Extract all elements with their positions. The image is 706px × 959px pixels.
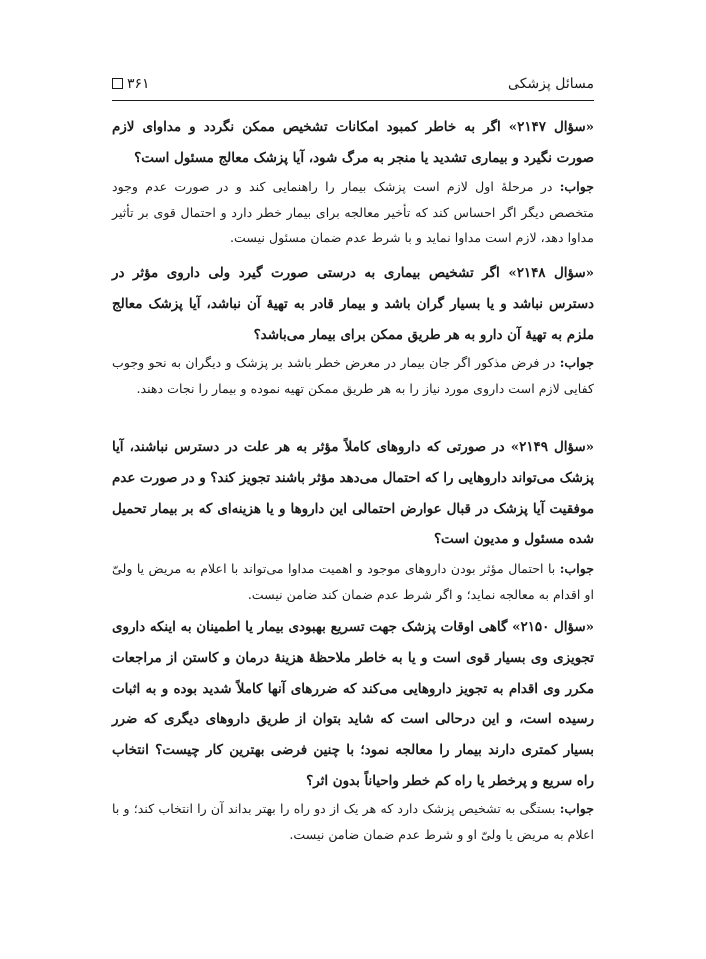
answer-text: با احتمال مؤثر بودن داروهای موجود و اهمیت مداوا می‌تواند با اعلام به مریض یا ولیّ او اقدام به معالجه نماید؛ و اگر شرط عدم ضمان کند ضامن نیست. [112,561,594,602]
question-text: اگر تشخیص بیماری به درستی صورت گیرد ولی داروی مؤثر در دسترس نباشد و یا بسیار گران باشد و بیمار قادر به تهیهٔ آن نباشد، آیا پزشک معالج ملزم به تهیهٔ آن دارو به هر طریق ممکن برای بیمار می‌باشد؟ [112,265,594,343]
answer-label: جواب: [559,179,594,194]
answer-2150 [112,796,594,847]
answer-2148 [112,350,594,432]
page-number-text: ۳۶۱ [127,76,150,92]
answer-text: در فرض مذکور اگر جان بیمار در معرض خطر باشد بر پزشک و دیگران به نحو وجوب کفایی لازم است داروی مورد نیاز را به هر طریق ممکن تهیه نموده و بیمار را نجات دهند. [112,355,594,396]
answer-text: بستگی به تشخیص پزشک دارد که هر یک از دو راه را بهتر بداند آن را انتخاب کند؛ و با اعلام به مریض یا ولیّ او و شرط عدم ضمان ضامن نیست. [112,801,594,842]
section-title: مسائل پزشکی [508,76,594,92]
answer-label: جواب: [559,561,594,576]
running-header [112,74,594,98]
question-number: «سؤال ۲۱۴۹» [510,439,594,455]
question-number: «سؤال ۲۱۴۷» [508,119,594,135]
answer-label: جواب: [559,355,594,370]
question-number: «سؤال ۲۱۴۸» [508,265,595,281]
question-2147 [112,112,594,174]
question-2149 [112,432,594,556]
header-rule [112,100,594,101]
question-text: گاهی اوقات پزشک جهت تسریع بهبودی بیمار یا اطمینان به اینکه داروی تجویزی وی بسیار قوی است و یا به خاطر ملاحظهٔ هزینهٔ درمان و کاستن از مراجعات مکرر وی اقدام به تجویز داروهایی می‌کند که ضررهای آنها کاملاً شدید بوده و به اثبات رسیده است، و این درحالی است که شاید بتوان از طریق داروهای دیگری که ضرر بسیار کمتری دارند بیمار را معالجه نمود؛ با چنین فرضی بهترین کار چیست؟ انتخاب راه سریع و پرخطر یا راه کم خطر واحیاناً بدون اثر؟ [112,619,594,789]
answer-text: در مرحلهٔ اول لازم است پزشک بیمار را راهنمایی کند و در صورت عدم وجود متخصص دیگر اگر احساس کند که تأخیر معالجه برای بیمار خطر دارد و احتمال قوی بر تأثیر مداوا دهد، لازم است مداوا نماید و با شرط عدم ضمان مسئول نیست. [112,179,594,246]
question-text: در صورتی که داروهای کاملاً مؤثر به هر علت در دسترس نباشند، آیا پزشک می‌تواند داروهایی را که احتمال می‌دهد مؤثر باشند تجویز کند؟ و در صورت عدم موفقیت آیا پزشک در قبال عوارض احتمالی این داروها و یا هزینه‌ای که بر بیمار تحمیل شده مسئول و مدیون است؟ [112,439,594,548]
question-2148 [112,258,594,350]
answer-2149 [112,556,594,612]
square-ornament-icon [112,78,123,89]
question-text: اگر به خاطر کمبود امکانات تشخیص ممکن نگردد و مداوای لازم صورت نگیرد و بیماری تشدید یا منجر به مرگ شود، آیا پزشک معالج مسئول است؟ [112,119,594,166]
answer-label: جواب: [559,801,594,816]
page-number [112,76,150,92]
answer-2147 [112,174,594,258]
question-number: «سؤال ۲۱۵۰» [512,619,594,635]
question-2150 [112,612,594,796]
page-body [112,112,594,847]
